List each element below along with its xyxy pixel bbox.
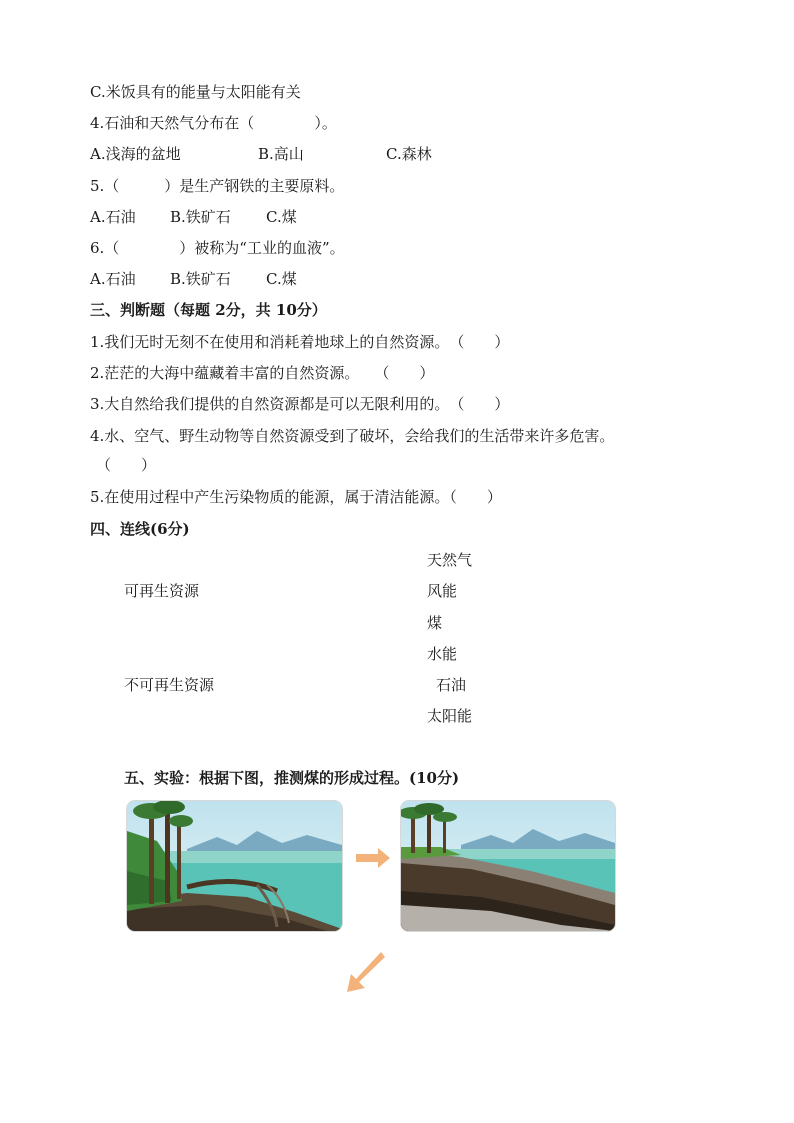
q5-stem: 5.（ ）是生产钢铁的主要原料。 bbox=[90, 177, 345, 195]
match-right-item: 石油 bbox=[436, 676, 467, 694]
q5-option-a: A.石油 bbox=[90, 208, 136, 226]
judge-item: 4.水、空气、野生动物等自然资源受到了破坏，会给我们的生活带来许多危害。 bbox=[90, 427, 615, 445]
match-right-item: 水能 bbox=[427, 645, 458, 663]
forest-swamp-image bbox=[127, 801, 342, 931]
q4-option-a: A.浅海的盆地 bbox=[90, 145, 181, 163]
q5-option-c: C.煤 bbox=[266, 208, 297, 226]
match-left-item: 不可再生资源 bbox=[124, 676, 215, 694]
q6-stem: 6.（ ）被称为“工业的血液”。 bbox=[90, 239, 345, 257]
q6-option-c: C.煤 bbox=[266, 270, 297, 288]
judge-item: 1.我们无时无刻不在使用和消耗着地球上的自然资源。 （ ） bbox=[90, 333, 510, 351]
q6-option-b: B.铁矿石 bbox=[170, 270, 231, 288]
q4-option-b: B.高山 bbox=[258, 145, 304, 163]
judge-item: 3.大自然给我们提供的自然资源都是可以无限利用的。 （ ） bbox=[90, 395, 510, 413]
judge-heading: 三、判断题（每题 2分，共 10分） bbox=[90, 301, 327, 319]
judge-item-blank: （ ） bbox=[96, 456, 157, 474]
arrow-right-icon bbox=[356, 848, 390, 868]
match-right-item: 天然气 bbox=[427, 551, 473, 569]
q3-option-c: C.米饭具有的能量与太阳能有关 bbox=[90, 83, 301, 101]
judge-item: 2.茫茫的大海中蕴藏着丰富的自然资源。 （ ） bbox=[90, 364, 435, 382]
arrow-down-left-icon bbox=[347, 952, 385, 992]
match-heading: 四、连线(6分) bbox=[90, 520, 190, 538]
buried-layers-image bbox=[401, 801, 615, 931]
judge-item: 5.在使用过程中产生污染物质的能源，属于清洁能源。（ ） bbox=[90, 488, 502, 506]
q6-option-a: A.石油 bbox=[90, 270, 136, 288]
q5-option-b: B.铁矿石 bbox=[170, 208, 231, 226]
q4-option-c: C.森林 bbox=[386, 145, 432, 163]
match-right-item: 煤 bbox=[427, 614, 443, 632]
match-right-item: 太阳能 bbox=[427, 707, 473, 725]
match-right-item: 风能 bbox=[427, 582, 458, 600]
match-left-item: 可再生资源 bbox=[124, 582, 200, 600]
q4-stem: 4.石油和天然气分布在（ ）。 bbox=[90, 114, 337, 132]
experiment-heading: 五、实验：根据下图，推测煤的形成过程。(10分) bbox=[124, 769, 460, 787]
